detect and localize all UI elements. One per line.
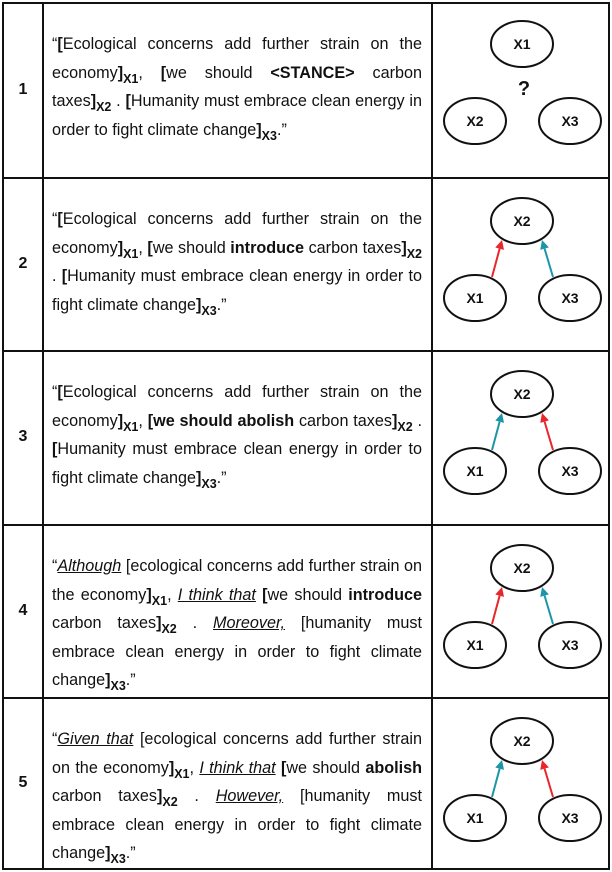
- row-number: 3: [18, 428, 28, 445]
- stance-word: <STANCE>: [270, 63, 355, 82]
- segment-subscript: X3: [110, 679, 126, 694]
- text-segment: [: [147, 411, 154, 430]
- text-segment: .”: [125, 844, 136, 863]
- text-segment: .”: [216, 295, 227, 314]
- segment-subscript: X3: [261, 128, 277, 143]
- node-label: X3: [561, 290, 579, 306]
- arrow-x3-to-x2: [540, 240, 553, 277]
- table-row: [0, 3, 612, 178]
- text-segment: ]: [105, 671, 111, 690]
- node-label: X3: [561, 637, 579, 653]
- discourse-marker: However,: [215, 787, 284, 806]
- segment-subscript: X1: [123, 71, 139, 86]
- text-segment: .”: [216, 468, 227, 487]
- text-segment: ]: [401, 238, 407, 257]
- text-segment: [: [57, 210, 63, 228]
- text-segment: [: [57, 35, 63, 53]
- text-segment: Humanity must embrace clean energy in order to fight climate change: [52, 92, 422, 139]
- node-label: X2: [513, 560, 531, 576]
- text-segment: ,: [138, 63, 161, 82]
- segment-subscript: X3: [110, 852, 126, 867]
- text-segment: .: [412, 411, 422, 430]
- text-segment: we should: [286, 758, 366, 777]
- text-segment: Ecological concerns add further strain on the economy: [52, 210, 422, 257]
- segment-subscript: X3: [201, 476, 217, 491]
- text-segment: “: [52, 210, 58, 228]
- text-segment: ]: [117, 238, 124, 257]
- stance-word: we should: [153, 411, 238, 430]
- argument-graph: [434, 698, 608, 869]
- segment-subscript: X1: [123, 419, 139, 434]
- segment-subscript: X1: [174, 766, 190, 781]
- text-segment: Humanity must embrace clean energy in order to fight climate change: [52, 440, 422, 487]
- text-segment: [ecological concerns add further strain on the economy: [52, 730, 422, 777]
- node-label: X1: [466, 463, 484, 479]
- segment-subscript: X1: [123, 246, 139, 261]
- stance-word: introduce: [348, 585, 423, 604]
- node-label: X3: [561, 113, 579, 129]
- discourse-marker: Moreover,: [213, 614, 285, 633]
- text-segment: ]: [195, 295, 202, 314]
- argument-graph: [434, 351, 608, 525]
- stance-word: abolish: [237, 411, 295, 430]
- argument-graph: [434, 178, 608, 351]
- table-row: [0, 525, 612, 698]
- argument-text: [52, 30, 422, 144]
- arrow-x1-to-x2: [492, 760, 504, 797]
- text-segment: [: [52, 440, 58, 459]
- node-label: X3: [561, 810, 579, 826]
- text-segment: ]: [105, 844, 111, 863]
- text-segment: ,: [167, 585, 178, 604]
- node-label: X2: [513, 733, 531, 749]
- node-label: X1: [466, 637, 484, 653]
- segment-subscript: X2: [397, 419, 413, 434]
- text-segment: ]: [195, 468, 202, 487]
- question-mark: ?: [517, 78, 531, 100]
- argument-text: [52, 205, 422, 319]
- text-segment: ,: [138, 411, 148, 430]
- text-segment: carbon taxes: [304, 238, 402, 257]
- text-segment: [: [61, 267, 68, 286]
- table-row: [0, 698, 612, 869]
- text-segment: carbon taxes: [294, 411, 392, 430]
- text-segment: Ecological concerns add further strain on the economy: [52, 35, 422, 82]
- discourse-marker: I think that: [199, 758, 276, 777]
- text-segment: carbon taxes: [52, 63, 422, 111]
- text-segment: “: [52, 730, 58, 748]
- node-label: X2: [466, 113, 484, 129]
- text-segment: [: [280, 758, 287, 777]
- text-segment: “: [52, 557, 58, 575]
- argument-text: [52, 552, 422, 695]
- text-segment: .: [111, 92, 126, 111]
- argument-text: [52, 378, 422, 492]
- text-segment: Ecological concerns add further strain on the economy: [52, 383, 422, 430]
- stance-word: introduce: [230, 238, 305, 257]
- text-segment: ,: [189, 758, 200, 777]
- text-segment: carbon taxes: [52, 787, 157, 806]
- arrow-x1-to-x2: [492, 587, 504, 624]
- segment-subscript: X2: [162, 795, 178, 810]
- arrow-x1-to-x2: [492, 240, 504, 277]
- argument-graph: [434, 3, 608, 178]
- discourse-marker: I think that: [177, 585, 256, 604]
- text-segment: we should: [166, 63, 271, 82]
- node-label: X1: [466, 810, 484, 826]
- text-segment: we should: [152, 238, 231, 257]
- discourse-marker: Although: [57, 557, 122, 575]
- row-number: 5: [18, 773, 28, 791]
- text-segment: ]: [256, 120, 262, 139]
- text-segment: carbon taxes: [52, 614, 157, 633]
- text-segment: ]: [168, 758, 175, 777]
- discourse-marker: Given that: [57, 730, 134, 748]
- text-segment: ,: [138, 238, 148, 257]
- arrow-x1-to-x2: [492, 413, 504, 450]
- segment-subscript: X2: [406, 246, 423, 261]
- node-label: X1: [466, 290, 484, 306]
- node-label: X1: [513, 36, 531, 52]
- segment-subscript: X1: [151, 593, 168, 608]
- text-segment: [humanity must embrace clean energy in order to fight climate change: [52, 787, 422, 863]
- arrow-x3-to-x2: [540, 413, 553, 450]
- node-label: X3: [561, 463, 579, 479]
- argument-text: [52, 725, 422, 868]
- text-segment: [: [125, 92, 131, 111]
- text-segment: .”: [276, 120, 287, 139]
- segment-subscript: X2: [161, 622, 177, 637]
- text-segment: ]: [146, 585, 152, 604]
- table-row: [0, 351, 612, 525]
- table-row: [0, 178, 612, 351]
- text-segment: ]: [156, 614, 162, 633]
- argument-graph: [434, 525, 608, 698]
- node-label: X2: [513, 386, 531, 402]
- row-number: 1: [18, 80, 28, 98]
- text-segment: .: [176, 614, 213, 633]
- text-segment: .”: [125, 671, 136, 690]
- text-segment: “: [52, 383, 58, 401]
- arrow-x3-to-x2: [540, 587, 553, 624]
- text-segment: .: [177, 787, 216, 806]
- text-segment: ]: [391, 411, 398, 430]
- arrow-x3-to-x2: [540, 760, 553, 797]
- text-segment: we should: [267, 585, 349, 604]
- node-label: X2: [513, 213, 531, 229]
- text-segment: ]: [117, 411, 124, 430]
- text-segment: [: [57, 383, 63, 401]
- text-segment: ]: [117, 63, 124, 82]
- text-segment: [: [160, 63, 167, 82]
- row-number: 4: [18, 601, 28, 619]
- text-segment: [: [147, 238, 153, 257]
- text-segment: [humanity must embrace clean energy in order to fight climate change: [52, 614, 422, 690]
- text-segment: ]: [156, 787, 163, 806]
- text-segment: [ecological concerns add further strain on the economy: [52, 557, 422, 604]
- text-segment: ]: [90, 92, 97, 111]
- segment-subscript: X2: [96, 100, 112, 115]
- text-segment: [: [262, 585, 268, 604]
- stance-word: abolish: [365, 758, 423, 777]
- text-segment: .: [52, 267, 62, 286]
- segment-subscript: X3: [201, 303, 217, 318]
- text-segment: “: [52, 35, 58, 53]
- row-number: 2: [18, 254, 28, 272]
- text-segment: Humanity must embrace clean energy in order to fight climate change: [52, 267, 422, 314]
